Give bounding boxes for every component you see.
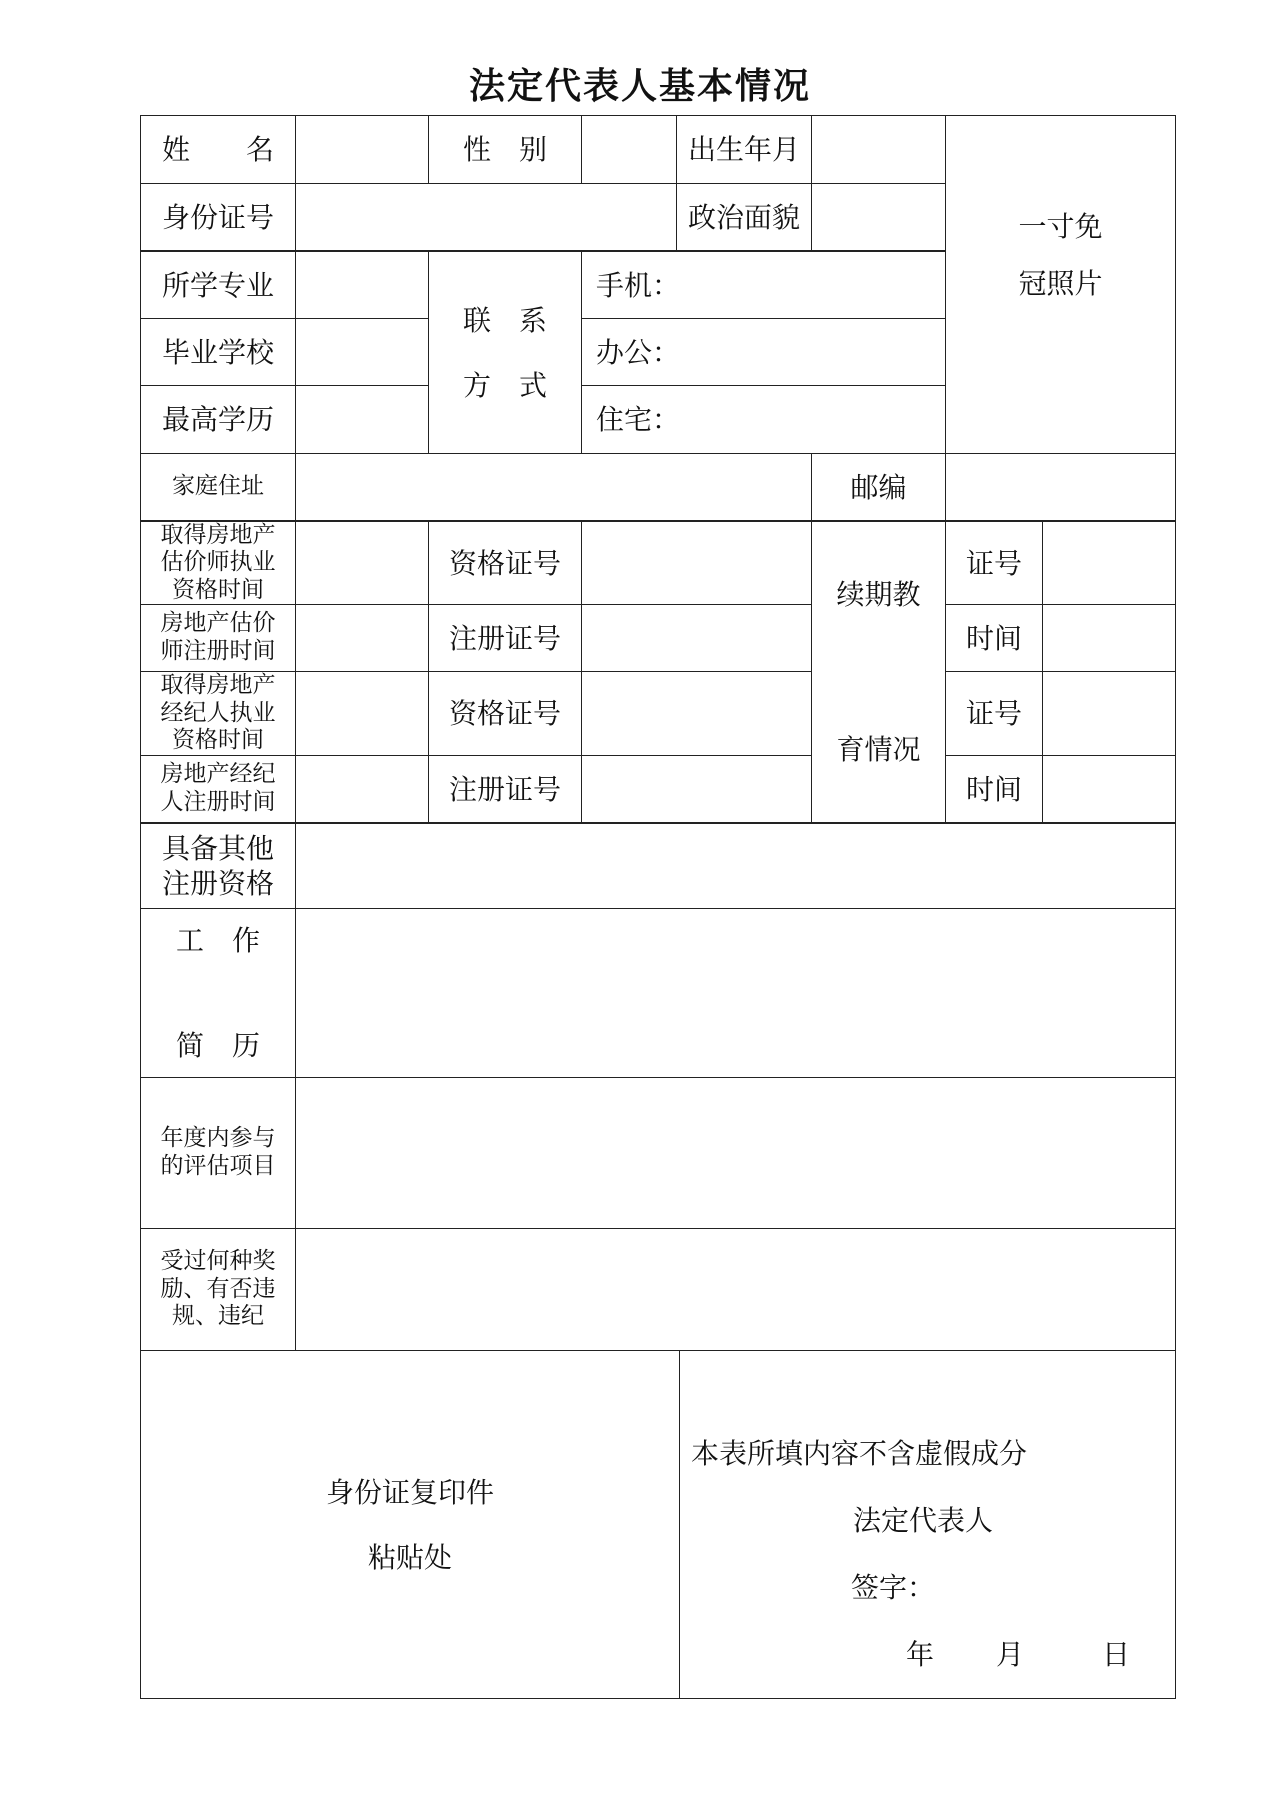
label-qual-cert-no-2: 资格证号 [428, 671, 582, 756]
field-address[interactable] [295, 453, 812, 521]
label-education: 最高学历 [140, 385, 296, 454]
field-qual-cert-no-2[interactable] [581, 671, 812, 756]
field-name[interactable] [295, 115, 429, 184]
label-contact [428, 251, 582, 454]
signature-label: 签字： [851, 1571, 936, 1604]
field-annual-projects[interactable] [295, 1077, 1176, 1229]
id-copy-label-1: 身份证复印件 [325, 1475, 494, 1509]
label-work-history [140, 908, 296, 1078]
field-school[interactable] [295, 318, 429, 386]
date-month-label: 月 [996, 1638, 1025, 1671]
label-continuing-education [811, 521, 946, 823]
field-time-2[interactable] [1042, 755, 1176, 823]
label-postcode: 邮编 [811, 453, 946, 521]
label-address: 家庭住址 [140, 453, 296, 521]
label-reg-cert-no-2: 注册证号 [428, 755, 582, 823]
label-time-1: 时间 [945, 604, 1043, 672]
field-education[interactable] [295, 385, 429, 454]
label-qual-cert-no-1: 资格证号 [428, 521, 582, 605]
field-work-history[interactable] [295, 908, 1176, 1078]
field-office[interactable] [581, 318, 946, 386]
label-appraiser-qual-time: 取得房地产估价师执业资格时间 [140, 521, 296, 605]
field-major[interactable] [295, 251, 429, 319]
field-awards[interactable] [295, 1228, 1176, 1351]
label-school: 毕业学校 [140, 318, 296, 386]
edu-label-2: 育情况 [836, 733, 921, 766]
date-year-label: 年 [906, 1638, 935, 1671]
label-broker-qual-time: 取得房地产经纪人执业资格时间 [140, 671, 296, 756]
form-title: 法定代表人基本情况 [468, 66, 811, 107]
mobile-label: 手机： [596, 268, 681, 302]
field-postcode[interactable] [945, 453, 1176, 521]
field-gender[interactable] [581, 115, 677, 184]
field-mobile[interactable] [581, 251, 946, 319]
field-broker-reg-time[interactable] [295, 755, 429, 823]
label-time-2: 时间 [945, 755, 1043, 823]
label-political: 政治面貌 [676, 183, 812, 251]
label-name: 姓 名 [140, 115, 296, 184]
field-cert-no-1[interactable] [1042, 521, 1176, 605]
field-appraiser-qual-time[interactable] [295, 521, 429, 605]
photo-label-1: 一寸免 [1018, 209, 1103, 243]
work-label-1: 工 作 [175, 924, 260, 957]
label-gender: 性 别 [428, 115, 582, 184]
edu-label-1: 续期教 [836, 578, 921, 611]
photo-label-2: 冠照片 [1018, 266, 1103, 300]
label-id-number: 身份证号 [140, 183, 296, 251]
label-cert-no-2: 证号 [945, 671, 1043, 756]
label-cert-no-1: 证号 [945, 521, 1043, 605]
date-day-label: 日 [1102, 1638, 1131, 1671]
id-copy-area[interactable] [140, 1350, 680, 1699]
field-cert-no-2[interactable] [1042, 671, 1176, 756]
field-qual-cert-no-1[interactable] [581, 521, 812, 605]
field-reg-cert-no-2[interactable] [581, 755, 812, 823]
label-annual-projects: 年度内参与的评估项目 [140, 1077, 296, 1229]
field-home[interactable] [581, 385, 946, 454]
label-other-reg: 具备其他注册资格 [140, 823, 296, 909]
id-copy-label-2: 粘贴处 [367, 1540, 452, 1574]
work-label-2: 简 历 [175, 1029, 260, 1062]
office-label: 办公： [596, 335, 681, 369]
contact-label-1: 联 系 [462, 303, 547, 337]
field-id-number[interactable] [295, 183, 677, 251]
label-appraiser-reg-time: 房地产估价师注册时间 [140, 604, 296, 672]
field-political[interactable] [811, 183, 946, 251]
photo-box [945, 115, 1176, 454]
field-birth[interactable] [811, 115, 946, 184]
label-broker-reg-time: 房地产经纪人注册时间 [140, 755, 296, 823]
field-other-reg[interactable] [295, 823, 1176, 909]
label-birth: 出生年月 [676, 115, 812, 184]
contact-label-2: 方 式 [462, 368, 547, 402]
field-time-1[interactable] [1042, 604, 1176, 672]
label-major: 所学专业 [140, 251, 296, 319]
label-awards: 受过何种奖励、有否违规、违纪 [140, 1228, 296, 1351]
label-reg-cert-no-1: 注册证号 [428, 604, 582, 672]
home-label: 住宅： [596, 403, 681, 436]
legal-rep-label: 法定代表人 [853, 1504, 994, 1537]
declaration-text: 本表所填内容不含虚假成分 [691, 1437, 1028, 1470]
field-appraiser-reg-time[interactable] [295, 604, 429, 672]
field-broker-qual-time[interactable] [295, 671, 429, 756]
field-reg-cert-no-1[interactable] [581, 604, 812, 672]
